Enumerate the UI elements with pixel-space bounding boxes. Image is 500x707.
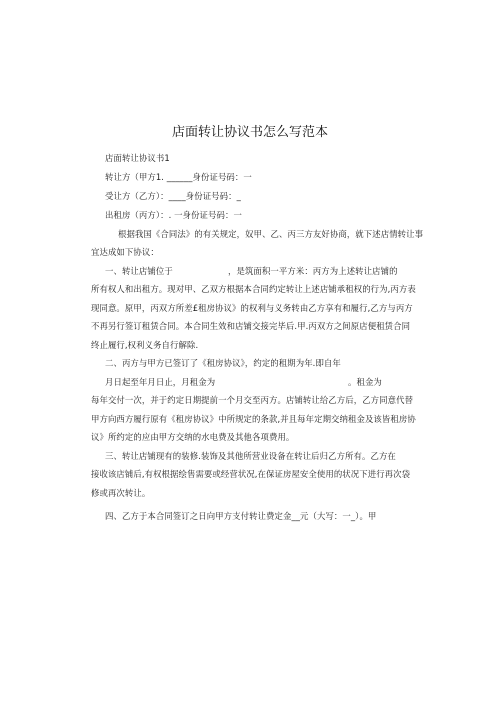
doc-line: 所有权人和出租方。现对甲、乙双方根据本合同约定转让上述店铺承租权的行为,丙方表 <box>91 284 416 294</box>
doc-line: 三、转让店铺现有的装修.装饰及其他所营业设备在转让后归乙方所有。乙方在 <box>105 451 396 461</box>
doc-line: 修或再次转让。 <box>91 488 151 498</box>
doc-line: 一、转让店铺位于 ，是筑面积一平方米：丙方为上述转让店铺的 <box>105 266 398 276</box>
doc-line: 。租金为 <box>348 377 382 387</box>
doc-line: 出租房（丙方）：. 一身份证号码：一 <box>105 210 242 220</box>
doc-line: 不再另行签订租赁合同。本合同生效和店铺交接完毕后.甲.丙双方之间原店便租赁合同 <box>91 321 411 331</box>
doc-line: 受让方（乙方）：____身份证号码：_ <box>105 191 241 201</box>
doc-line: 现同意。原甲，丙双方所差£租房协议》的权利与义务转由乙方享有和履行,乙方与丙方 <box>91 303 413 313</box>
doc-line: 接收该店铺后,有权根据绘售需要或经营状况,在保证房屋安全使用的状况下进行再次袋 <box>91 469 411 479</box>
doc-line: 每年交付一次，并于约定日期提前一个月交至丙方。店铺转让给乙方后，乙方同意代替 <box>91 395 414 405</box>
doc-line: 终止履行,权利义务自行解除. <box>91 340 199 350</box>
doc-line: 四、乙方于本合同签订之日向甲方支付转让费定金__元（大写：一_）。甲 <box>105 511 377 521</box>
doc-line: 月日起至年月日止，月租金为 <box>105 377 216 387</box>
doc-line: 议》所约定的应由甲方交纳的水电费及其他各项费用。 <box>91 432 295 442</box>
doc-line: 甲方向西方履行原有《租房协议》中所规定的条款,并且每年定期交纳租金及该皆租房协 <box>91 414 416 424</box>
doc-line: 根据我国《合同法》的有关规定，奴甲、乙、丙三方友好协商，就下述店情转让事 <box>118 229 424 239</box>
doc-line: 二、丙方与甲方已签订了《租房协议》，约定的租期为年.即自年 <box>105 358 341 368</box>
doc-line: 店面转让协议书1 <box>105 153 170 163</box>
doc-line: 宜达成如下协议： <box>91 247 159 257</box>
document-title: 店面转让协议书怎么写范本 <box>171 125 328 140</box>
doc-line: 转让方（甲方1. ______身份证号码：一 <box>105 172 252 182</box>
